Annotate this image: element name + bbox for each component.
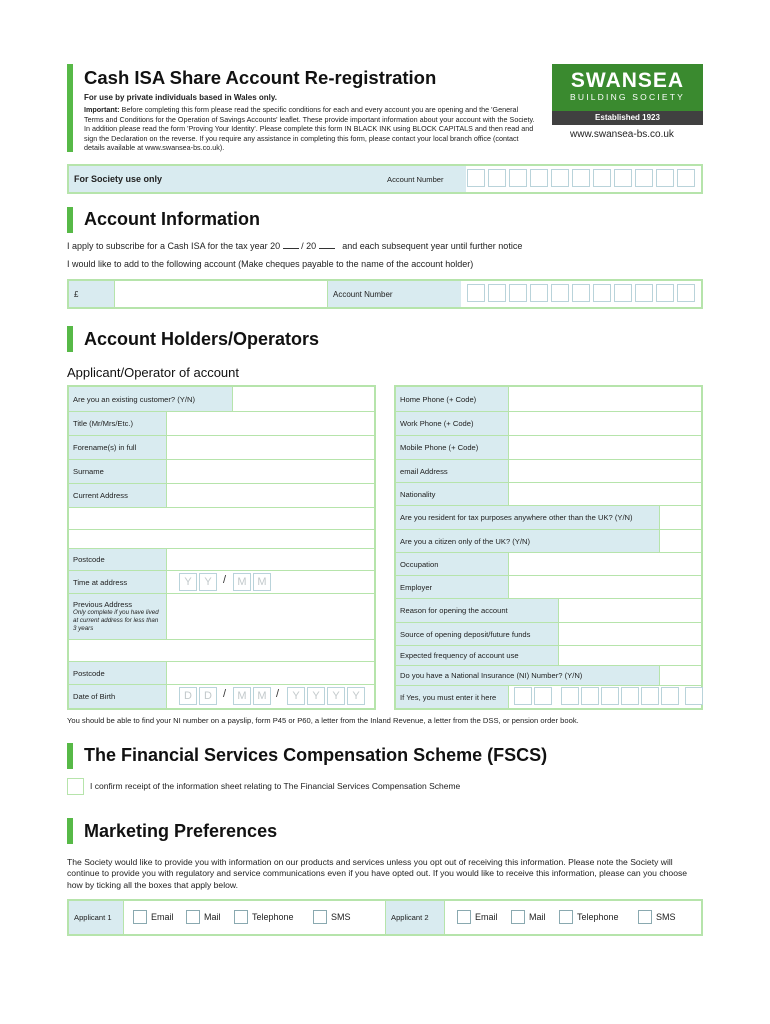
accent-bar <box>67 64 73 152</box>
ni-digit-box[interactable] <box>581 687 599 705</box>
surname-input[interactable] <box>167 460 374 483</box>
digit-box[interactable] <box>593 284 611 302</box>
page-subtitle: For use by private individuals based in Wales only. <box>84 93 277 102</box>
account-row <box>67 279 703 309</box>
section-heading-account-info: Account Information <box>84 209 260 229</box>
ni-question-label: Do you have a National Insurance (NI) Number? (Y/N) <box>396 666 659 685</box>
applicant1-email-checkbox[interactable] <box>133 910 147 924</box>
amount-input[interactable] <box>114 281 328 307</box>
postcode-label: Postcode <box>69 549 166 570</box>
forename-label: Forename(s) in full <box>69 436 166 459</box>
year-box[interactable]: Y <box>347 687 365 705</box>
accent-bar <box>67 818 73 844</box>
tax-year-separator: / 20 <box>301 241 317 251</box>
website-url: www.swansea-bs.co.uk <box>570 129 674 140</box>
digit-box[interactable] <box>467 169 485 187</box>
previous-address-cell <box>69 594 166 639</box>
digit-box[interactable] <box>467 284 485 302</box>
month-box[interactable]: M <box>253 687 271 705</box>
section-heading-fscs: The Financial Services Compensation Scheme (FSCS) <box>84 745 548 765</box>
surname-label: Surname <box>69 460 166 483</box>
add-account-line: I would like to add to the following account (Make cheques payable to the name of the account holder) <box>67 259 474 269</box>
email-input[interactable] <box>509 460 701 482</box>
digit-box[interactable] <box>488 169 506 187</box>
home-phone-label: Home Phone (+ Code) <box>396 387 508 411</box>
uk-citizen-input[interactable] <box>660 530 701 552</box>
account-number-label: Account Number <box>328 281 461 307</box>
digit-box[interactable] <box>530 169 548 187</box>
existing-customer-label: Are you an existing customer? (Y/N) <box>69 387 232 411</box>
ni-digit-box[interactable] <box>641 687 659 705</box>
society-use-row <box>67 164 703 194</box>
ni-question-input[interactable] <box>660 666 701 685</box>
employer-input[interactable] <box>509 576 701 598</box>
fscs-confirm-checkbox[interactable] <box>67 778 84 795</box>
marketing-text: The Society would like to provide you with information on our products and services unless you opt out of receiving this information. Please note the Society will continue to provide you with regulatory and service communications even if you have opted out. If you would like to receive this information, please can you choose how by ticking all the boxes that apply below. <box>67 857 688 890</box>
date-separator: / <box>223 688 227 700</box>
digit-box[interactable] <box>656 169 674 187</box>
digit-box[interactable] <box>677 169 695 187</box>
reason-label: Reason for opening the account <box>396 599 558 622</box>
year-box[interactable]: Y <box>179 573 197 591</box>
ni-digit-box[interactable] <box>514 687 532 705</box>
page-title: Cash ISA Share Account Re-registration <box>84 67 437 88</box>
applicant2-mail-checkbox[interactable] <box>511 910 525 924</box>
source-label: Source of opening deposit/future funds <box>396 623 558 645</box>
applicant2-email-checkbox[interactable] <box>457 910 471 924</box>
accent-bar <box>67 207 73 233</box>
applicant2-sms-checkbox[interactable] <box>638 910 652 924</box>
applicant2-telephone-label: Telephone <box>577 912 619 922</box>
uk-citizen-label: Are you a citizen only of the UK? (Y/N) <box>396 530 659 552</box>
digit-box[interactable] <box>677 284 695 302</box>
applicant1-mail-checkbox[interactable] <box>186 910 200 924</box>
occupation-label: Occupation <box>396 553 508 575</box>
existing-customer-input[interactable] <box>233 387 374 411</box>
year-box[interactable]: Y <box>307 687 325 705</box>
divider <box>444 901 445 934</box>
title-input[interactable] <box>167 412 374 435</box>
section-heading-marketing: Marketing Preferences <box>84 821 278 841</box>
digit-box[interactable] <box>572 169 590 187</box>
applicant1-telephone-checkbox[interactable] <box>234 910 248 924</box>
swansea-logo <box>552 64 703 125</box>
accent-bar <box>67 743 73 769</box>
year-box[interactable]: Y <box>327 687 345 705</box>
home-phone-input[interactable] <box>509 387 701 411</box>
tax-resident-input[interactable] <box>660 506 701 529</box>
digit-box[interactable] <box>614 169 632 187</box>
marketing-preferences-row <box>67 899 703 936</box>
ni-enter-label: If Yes, you must enter it here <box>396 686 508 708</box>
ni-digit-box[interactable] <box>534 687 552 705</box>
ni-note: You should be able to find your NI number on a payslip, form P45 or P60, a letter from the Inland Revenue, a letter from the DSS, or pension order book. <box>67 716 579 725</box>
society-use-label: For Society use only <box>69 166 382 192</box>
tax-resident-label: Are you resident for tax purposes anywhere other than the UK? (Y/N) <box>396 506 659 529</box>
month-box[interactable]: M <box>253 573 271 591</box>
previous-address-input-2[interactable] <box>69 640 374 661</box>
digit-box[interactable] <box>551 284 569 302</box>
applicant2-sms-label: SMS <box>656 912 676 922</box>
holders-subheading: Applicant/Operator of account <box>67 365 239 380</box>
divider <box>123 901 124 934</box>
previous-address-label: Previous Address <box>73 600 133 609</box>
year-box[interactable]: Y <box>199 573 217 591</box>
source-input[interactable] <box>559 623 701 645</box>
employer-label: Employer <box>396 576 508 598</box>
digit-box[interactable] <box>488 284 506 302</box>
applicant1-telephone-label: Telephone <box>252 912 294 922</box>
important-notice <box>84 105 539 153</box>
occupation-input[interactable] <box>509 553 701 575</box>
month-box[interactable]: M <box>233 687 251 705</box>
digit-box[interactable] <box>635 169 653 187</box>
digit-box[interactable] <box>635 284 653 302</box>
mobile-phone-input[interactable] <box>509 436 701 459</box>
digit-box[interactable] <box>509 284 527 302</box>
digit-box[interactable] <box>551 169 569 187</box>
reason-input[interactable] <box>559 599 701 622</box>
frequency-input[interactable] <box>559 646 701 665</box>
previous-address-note: Only complete if you have lived at current address for less than 3 years <box>73 609 159 632</box>
current-address-input-2[interactable] <box>69 508 374 529</box>
applicant2-telephone-checkbox[interactable] <box>559 910 573 924</box>
previous-address-input-1[interactable] <box>167 594 374 639</box>
year-box[interactable]: Y <box>287 687 305 705</box>
tax-year-input-2[interactable] <box>319 241 335 249</box>
accent-bar <box>67 326 73 352</box>
digit-box[interactable] <box>656 284 674 302</box>
logo-name: SWANSEA <box>570 69 685 92</box>
date-separator: / <box>223 574 227 586</box>
forename-input[interactable] <box>167 436 374 459</box>
tax-year-text: I apply to subscribe for a Cash ISA for the tax year 20 <box>67 241 281 251</box>
ni-digit-box[interactable] <box>621 687 639 705</box>
applicant2-label: Applicant 2 <box>386 901 444 934</box>
digit-box[interactable] <box>572 284 590 302</box>
email-label: email Address <box>396 460 508 482</box>
nationality-label: Nationality <box>396 483 508 505</box>
ni-digit-box[interactable] <box>601 687 619 705</box>
tax-year-input-1[interactable] <box>283 241 299 249</box>
digit-box[interactable] <box>614 284 632 302</box>
important-text: Before completing this form please read the specific conditions for each and every account you are opening and the 'General Terms and Conditions for the Operation of Savings Accounts' leaflet. These provide important information about your account with the Society. In addition please read the form 'Proving Your Identity'. Please complete this form IN BLACK INK using BLOCK CAPITALS and then read and sign the Declaration on the reverse. If you require any assistance in completing this form, please contact your local branch office (contact details available at www.swansea-bs.co.uk). <box>84 105 535 153</box>
ni-number-input[interactable] <box>509 686 701 708</box>
applicant1-email-label: Email <box>151 912 174 922</box>
time-at-address-input[interactable] <box>167 571 374 593</box>
ni-digit-box[interactable] <box>561 687 579 705</box>
ni-digit-box[interactable] <box>661 687 679 705</box>
work-phone-input[interactable] <box>509 412 701 435</box>
amount-label: £ <box>69 281 114 307</box>
dob-label: Date of Birth <box>69 685 166 708</box>
current-address-input-1[interactable] <box>167 484 374 507</box>
current-address-input-3[interactable] <box>69 530 374 548</box>
postcode2-label: Postcode <box>69 662 166 684</box>
nationality-input[interactable] <box>509 483 701 505</box>
digit-box[interactable] <box>509 169 527 187</box>
society-account-number-label: Account Number <box>382 166 466 192</box>
logo-established: Established 1923 <box>552 111 703 125</box>
applicant-left-grid <box>67 385 376 710</box>
applicant1-mail-label: Mail <box>204 912 221 922</box>
applicant1-sms-label: SMS <box>331 912 351 922</box>
day-box[interactable]: D <box>179 687 197 705</box>
current-address-label: Current Address <box>69 484 166 507</box>
postcode-input[interactable] <box>167 549 374 570</box>
applicant1-sms-checkbox[interactable] <box>313 910 327 924</box>
date-separator: / <box>276 688 280 700</box>
ni-digit-box[interactable] <box>685 687 703 705</box>
logo-subtitle: BUILDING SOCIETY <box>569 92 686 102</box>
important-label: Important: <box>84 105 120 114</box>
title-label: Title (Mr/Mrs/Etc.) <box>69 412 166 435</box>
day-box[interactable]: D <box>199 687 217 705</box>
applicant1-label: Applicant 1 <box>69 901 123 934</box>
work-phone-label: Work Phone (+ Code) <box>396 412 508 435</box>
digit-box[interactable] <box>530 284 548 302</box>
applicant2-email-label: Email <box>475 912 498 922</box>
month-box[interactable]: M <box>233 573 251 591</box>
frequency-label: Expected frequency of account use <box>396 646 558 665</box>
section-heading-holders: Account Holders/Operators <box>84 329 320 349</box>
applicant-right-grid <box>394 385 703 710</box>
applicant2-mail-label: Mail <box>529 912 546 922</box>
time-at-address-label: Time at address <box>69 571 166 593</box>
digit-box[interactable] <box>593 169 611 187</box>
dob-input[interactable] <box>167 685 374 708</box>
tax-year-line <box>67 241 522 251</box>
mobile-phone-label: Mobile Phone (+ Code) <box>396 436 508 459</box>
tax-year-suffix: and each subsequent year until further notice <box>342 241 523 251</box>
fscs-confirm-label: I confirm receipt of the information sheet relating to The Financial Services Compensation Scheme <box>90 781 461 791</box>
postcode2-input[interactable] <box>167 662 374 684</box>
